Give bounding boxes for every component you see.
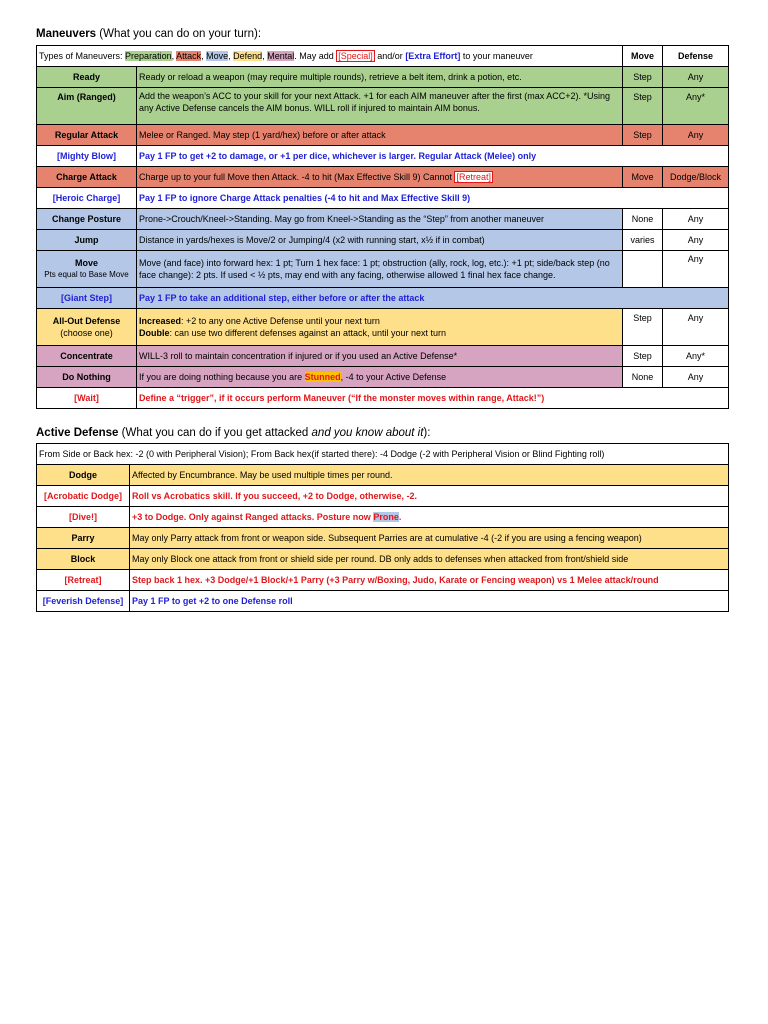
maneuver-row-regular-attack <box>37 125 729 146</box>
maneuver-name: All-Out Defense (choose one) <box>37 309 137 346</box>
maneuver-move: Move <box>623 167 663 188</box>
maneuver-name: Charge Attack <box>37 167 137 188</box>
defense-description: +3 to Dodge. Only against Ranged attacks. Posture now Prone. <box>130 507 729 528</box>
maneuver-move: Step <box>623 67 663 88</box>
maneuver-name: [Heroic Charge] <box>37 188 137 209</box>
maneuver-name: Jump <box>37 230 137 251</box>
maneuver-name: Do Nothing <box>37 367 137 388</box>
maneuver-defense: Any* <box>663 346 729 367</box>
defense-row-feverish-defense <box>37 591 729 612</box>
hex-penalty-note: From Side or Back hex: -2 (0 with Peripheral Vision); From Back hex(if started there): -4 Dodge (-2 with Peripheral Vision or Blind Fighting roll) <box>37 444 729 465</box>
maneuver-name: Change Posture <box>37 209 137 230</box>
prone-tag: Prone <box>373 512 399 522</box>
maneuver-description: Ready or reload a weapon (may require multiple rounds), retrieve a belt item, drink a potion, etc. <box>137 67 623 88</box>
maneuver-move: Step <box>623 309 663 346</box>
maneuver-description: Pay 1 FP to get +2 to damage, or +1 per dice, whichever is larger. Regular Attack (Melee) only <box>137 146 729 167</box>
defense-description: Step back 1 hex. +3 Dodge/+1 Block/+1 Parry (+3 Parry w/Boxing, Judo, Karate or Fencing weapon) vs 1 Melee attack/round <box>130 570 729 591</box>
defense-name: Dodge <box>37 465 130 486</box>
maneuver-row-concentrate <box>37 346 729 367</box>
maneuver-description: Distance in yards/hexes is Move/2 or Jumping/4 (x2 with running start, x½ if in combat) <box>137 230 623 251</box>
type-mental: Mental <box>267 51 295 61</box>
maneuver-description: Add the weapon’s ACC to your skill for your next Attack. +1 for each AIM maneuver after the first (max ACC+2). *Using any Active Defense cancels the AIM bonus. WILL roll if injured to maintain AIM bonus. <box>137 88 623 125</box>
maneuver-name: [Mighty Blow] <box>37 146 137 167</box>
maneuver-description: If you are doing nothing because you are Stunned, -4 to your Active Defense <box>137 367 623 388</box>
maneuver-description: Prone->Crouch/Kneel->Standing. May go from Kneel->Standing as the “Step” from another maneuver <box>137 209 623 230</box>
defense-description: Roll vs Acrobatics skill. If you succeed, +2 to Dodge, otherwise, -2. <box>130 486 729 507</box>
defense-name: [Feverish Defense] <box>37 591 130 612</box>
maneuver-move: varies <box>623 230 663 251</box>
maneuver-move <box>623 251 663 288</box>
maneuver-description: Define a “trigger”, if it occurs perform Maneuver (“If the monster moves within range, Attack!”) <box>137 388 729 409</box>
defense-column-header: Defense <box>663 46 729 67</box>
maneuver-move: None <box>623 367 663 388</box>
maneuver-defense: Any <box>663 125 729 146</box>
maneuver-row-jump <box>37 230 729 251</box>
maneuver-defense: Any <box>663 209 729 230</box>
maneuvers-header-row <box>37 46 729 67</box>
maneuver-description: Pay 1 FP to take an additional step, either before or after the attack <box>137 288 729 309</box>
maneuver-description: Melee or Ranged. May step (1 yard/hex) before or after attack <box>137 125 623 146</box>
extra-effort-tag: [Extra Effort] <box>405 51 461 61</box>
defense-description: May only Parry attack from front or weapon side. Subsequent Parries are at cumulative -4 (-2 if you are using a fencing weapon) <box>130 528 729 549</box>
maneuver-types-legend: Types of Maneuvers: Preparation, Attack, Move, Defend, Mental. May add [Special] and/or [Extra Effort] to your maneuver <box>37 46 623 67</box>
maneuver-row-mighty-blow <box>37 146 729 167</box>
maneuver-name: Regular Attack <box>37 125 137 146</box>
defense-name: Block <box>37 549 130 570</box>
maneuver-move: Step <box>623 125 663 146</box>
defense-name: [Acrobatic Dodge] <box>37 486 130 507</box>
maneuver-row-all-out-defense <box>37 309 729 346</box>
defense-description: Affected by Encumbrance. May be used multiple times per round. <box>130 465 729 486</box>
maneuver-row-ready <box>37 67 729 88</box>
defense-row-block <box>37 549 729 570</box>
maneuver-name: Concentrate <box>37 346 137 367</box>
type-move: Move <box>206 51 229 61</box>
defense-row-retreat <box>37 570 729 591</box>
defense-name: [Dive!] <box>37 507 130 528</box>
maneuver-defense: Any <box>663 230 729 251</box>
defense-description: Pay 1 FP to get +2 to one Defense roll <box>130 591 729 612</box>
maneuver-defense: Any <box>663 67 729 88</box>
defense-row-dive <box>37 507 729 528</box>
maneuver-row-change-posture <box>37 209 729 230</box>
maneuver-subtitle: Pts equal to Base Move <box>44 270 129 279</box>
maneuver-row-charge-attack <box>37 167 729 188</box>
active-defense-note-row <box>37 444 729 465</box>
maneuver-name: Aim (Ranged) <box>37 88 137 125</box>
maneuvers-title: Maneuvers (What you can do on your turn): <box>36 28 262 40</box>
defense-row-acrobatic-dodge <box>37 486 729 507</box>
move-column-header: Move <box>623 46 663 67</box>
stunned-tag: Stunned <box>304 372 341 382</box>
maneuver-name: [Wait] <box>37 388 137 409</box>
active-defense-table <box>36 443 729 612</box>
maneuver-row-wait <box>37 388 729 409</box>
maneuver-name: Ready <box>37 67 137 88</box>
type-attack: Attack <box>176 51 202 61</box>
maneuver-row-do-nothing <box>37 367 729 388</box>
maneuver-move: None <box>623 209 663 230</box>
maneuver-description: WILL-3 roll to maintain concentration if injured or if you used an Active Defense* <box>137 346 623 367</box>
defense-name: [Retreat] <box>37 570 130 591</box>
special-tag: [Special] <box>338 51 373 61</box>
defense-name: Parry <box>37 528 130 549</box>
maneuver-row-heroic-charge <box>37 188 729 209</box>
maneuver-description: Increased: +2 to any one Active Defense until your next turn Double: can use two different defenses against an attack, until your next turn <box>137 309 623 346</box>
maneuver-name: Move Pts equal to Base Move <box>37 251 137 288</box>
active-defense-title: Active Defense (What you can do if you get attacked and you know about it): <box>36 427 431 439</box>
maneuver-defense: Dodge/Block <box>663 167 729 188</box>
maneuver-move: Step <box>623 346 663 367</box>
retreat-tag: [Retreat] <box>456 172 491 182</box>
maneuver-defense: Any <box>663 309 729 346</box>
maneuvers-table <box>36 45 729 409</box>
maneuver-row-giant-step <box>37 288 729 309</box>
defense-row-dodge <box>37 465 729 486</box>
maneuver-defense: Any <box>663 367 729 388</box>
maneuver-description: Pay 1 FP to ignore Charge Attack penalties (-4 to hit and Max Effective Skill 9) <box>137 188 729 209</box>
maneuver-description: Move (and face) into forward hex: 1 pt; Turn 1 hex face: 1 pt; obstruction (ally, rock, log, etc.): +1 pt; side/back step (no face change): 2 pts. If used < ½ pts, may end with any facing, otherwise allowed 1 final hex face change. <box>137 251 623 288</box>
type-defend: Defend <box>233 51 263 61</box>
maneuver-description: Charge up to your full Move then Attack. -4 to hit (Max Effective Skill 9) Cannot [Retreat] <box>137 167 623 188</box>
type-preparation: Preparation <box>125 51 172 61</box>
defense-description: May only Block one attack from front or shield side per round. DB only adds to defenses when attacked from front/shield side <box>130 549 729 570</box>
maneuver-defense: Any* <box>663 88 729 125</box>
maneuver-defense: Any <box>663 251 729 288</box>
defense-row-parry <box>37 528 729 549</box>
maneuver-row-aim <box>37 88 729 125</box>
maneuver-subtitle: (choose one) <box>60 328 113 338</box>
maneuver-row-move <box>37 251 729 288</box>
maneuver-move: Step <box>623 88 663 125</box>
maneuver-name: [Giant Step] <box>37 288 137 309</box>
